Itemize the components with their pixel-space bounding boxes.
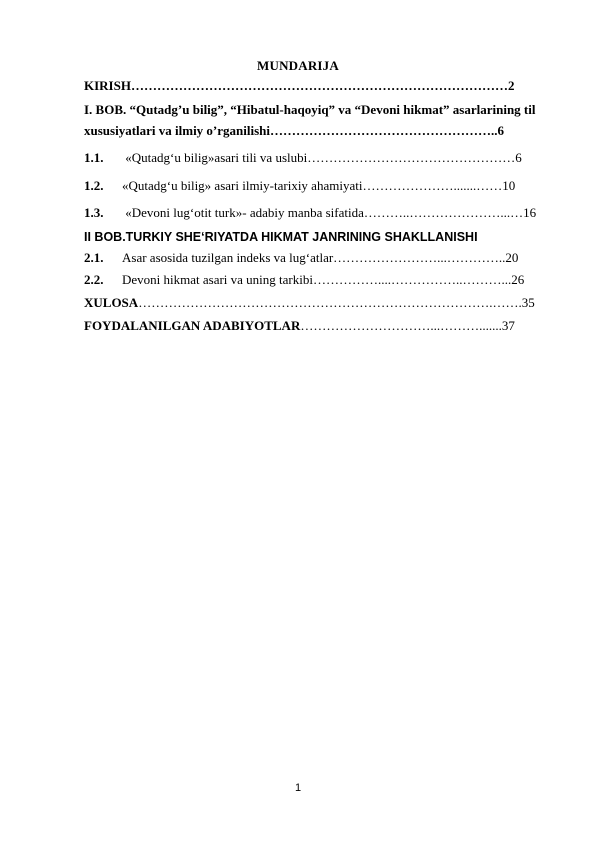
toc-entry-heading: XULOSA [84,295,139,310]
toc-entry-adabiyotlar [84,318,552,334]
toc-entry-2-2 [84,272,552,288]
toc-entry-heading: FOYDALANILGAN ADABIYOTLAR [84,318,301,333]
toc-entry-2-1 [84,250,552,266]
toc-entry-leader: …………………………...……….......37 [300,318,515,333]
toc-entry-number: 1.1. [84,150,104,165]
page-number: 1 [294,782,302,794]
toc-title: MUNDARIJA [257,58,339,73]
toc-entry-1-2 [84,178,552,194]
toc-entry-kirish: KIRISH……………………………………………………………………………2 [84,78,515,93]
toc-entry-1-1 [84,150,552,166]
toc-entry-label: «Qutadg‘u bilig» asari ilmiy-tarixiy ahamiyati………………….......……10 [122,178,516,193]
toc-entry-leader: ……………………………………………………………………….…….35 [138,295,535,310]
toc-entry-number: 2.2. [84,272,104,287]
toc-entry-label [84,318,515,333]
toc-entry-number: 2.1. [84,250,104,265]
toc-entry-number: 1.2. [84,178,104,193]
toc-entry-number: 1.3. [84,205,104,220]
toc-entry-chapter-1: I. BOB. “Qutadg’u bilig”, “Hibatul-haqoyiq” va “Devoni hikmat” asarlarining til xususiyatlari va ilmiy o’rganilishi……………………………………………..6 [84,102,536,138]
toc-entry-label [84,295,535,310]
toc-entry-label: «Qutadg‘u bilig»asari tili va uslubi…………………………………………6 [122,150,522,165]
toc-entry-label: Devoni hikmat asari va uning tarkibi……………....……………..………...26 [122,272,525,287]
toc-entry-label: «Devoni lug‘otit turk»- adabiy manba sifatida………..…………………...…16 [122,205,537,220]
toc-entry-chapter-2: II BOB.TURKIY SHE‘RIYATDA HIKMAT JANRINING SHAKLLANISHI [84,230,478,244]
toc-entry-label: Asar asosida tuzilgan indeks va lug‘atlar……………………...…………..20 [122,250,519,265]
toc-entry-xulosa [84,295,552,311]
toc-entry-1-3 [84,205,552,221]
